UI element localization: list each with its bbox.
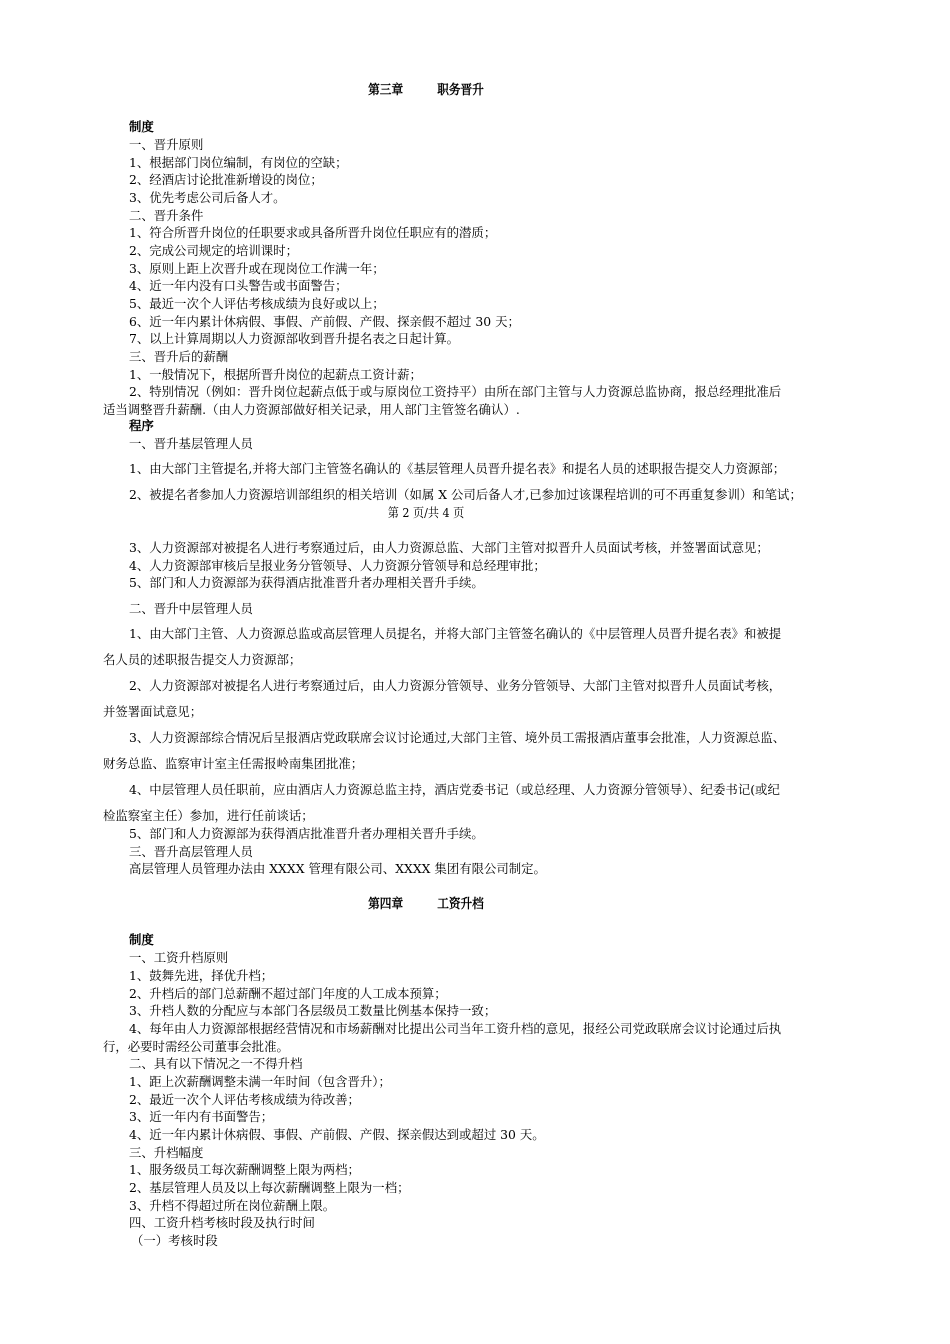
list-item: 1、一般情况下，根据所晋升岗位的起薪点工资计薪； (129, 367, 422, 382)
subsection-title: 一、工资升档原则 (129, 950, 229, 965)
chapter4-number: 第四章 (368, 897, 404, 912)
subsection-title: 四、工资升档考核时段及执行时间 (129, 1215, 315, 1230)
list-item: 1、符合所晋升岗位的任职要求或具备所晋升岗位任职应有的潜质； (129, 225, 497, 240)
list-item-continuation: 检监察室主任）参加，进行任前谈话； (103, 808, 314, 823)
list-item: 4、中层管理人员任职前，应由酒店人力资源总监主持，酒店党委书记（或总经理、人力资源分管领导）、纪委书记(或纪 (129, 782, 780, 797)
list-item: 2、升档后的部门总薪酬不超过部门年度的人工成本预算； (129, 986, 447, 1001)
list-item-continuation: 适当调整晋升薪酬.（由人力资源部做好相关记录，用人部门主管签名确认）. (103, 402, 520, 417)
subsection-title: 二、晋升条件 (129, 208, 204, 223)
list-item: 5、部门和人力资源部为获得酒店批准晋升者办理相关晋升手续。 (129, 575, 484, 590)
section-system-heading: 制度 (129, 119, 154, 134)
list-item: 5、部门和人力资源部为获得酒店批准晋升者办理相关晋升手续。 (129, 826, 484, 841)
subsection-title: 三、晋升高层管理人员 (129, 844, 253, 859)
section-system-heading: 制度 (129, 932, 154, 947)
list-item: 4、近一年内累计休病假、事假、产前假、产假、探亲假达到或超过 30 天。 (129, 1127, 545, 1142)
list-item: 4、人力资源部审核后呈报业务分管领导、人力资源分管领导和总经理审批； (129, 558, 546, 573)
list-item: 高层管理人员管理办法由 XXXX 管理有限公司、XXXX 集团有限公司制定。 (129, 861, 546, 876)
list-item: 2、基层管理人员及以上每次薪酬调整上限为一档； (129, 1180, 410, 1195)
list-item-continuation: 名人员的述职报告提交人力资源部； (103, 652, 302, 667)
subsection-title: 二、具有以下情况之一不得升档 (129, 1056, 303, 1071)
subsection-title: 三、晋升后的薪酬 (129, 349, 229, 364)
section-procedure-heading: 程序 (129, 418, 154, 433)
list-item: 2、经酒店讨论批准新增设的岗位； (129, 172, 323, 187)
subsection-title: 三、升档幅度 (129, 1145, 204, 1160)
list-item: 1、鼓舞先进，择优升档； (129, 968, 274, 983)
list-item: 3、优先考虑公司后备人才。 (129, 190, 286, 205)
list-item: 7、以上计算周期以人力资源部收到晋升提名表之日起计算。 (129, 331, 460, 346)
list-item-continuation: 财务总监、监察审计室主任需报岭南集团批准； (103, 756, 364, 771)
chapter3-number: 第三章 (368, 83, 404, 98)
chapter4-heading (0, 896, 852, 914)
page-number: 第 2 页/共 4 页 (387, 505, 465, 520)
chapter3-heading (0, 82, 852, 100)
list-item: 2、完成公司规定的培训课时； (129, 243, 298, 258)
list-item: 3、升档人数的分配应与本部门各层级员工数量比例基本保持一致； (129, 1003, 497, 1018)
list-item: 1、由大部门主管提名,并将大部门主管签名确认的《基层管理人员晋升提名表》和提名人员的述职报告提交人力资源部； (129, 461, 786, 476)
sub-subsection-title: （一）考核时段 (131, 1233, 218, 1248)
list-item: 3、人力资源部对被提名人进行考察通过后，由人力资源总监、大部门主管对拟晋升人员面试考核，并签署面试意见； (129, 540, 769, 555)
list-item: 5、最近一次个人评估考核成绩为良好或以上； (129, 296, 385, 311)
list-item: 1、根据部门岗位编制，有岗位的空缺； (129, 155, 348, 170)
list-item: 6、近一年内累计休病假、事假、产前假、产假、探亲假不超过 30 天； (129, 314, 520, 329)
chapter4-title: 工资升档 (437, 897, 484, 912)
list-item: 3、近一年内有书面警告； (129, 1109, 274, 1124)
list-item: 2、特别情况（例如：晋升岗位起薪点低于或与原岗位工资持平）由所在部门主管与人力资源总监协商，报总经理批准后 (129, 384, 782, 399)
list-item: 3、人力资源部综合情况后呈报酒店党政联席会议讨论通过,大部门主管、境外员工需报酒店董事会批准，人力资源总监、 (129, 730, 786, 745)
list-item: 1、由大部门主管、人力资源总监或高层管理人员提名，并将大部门主管签名确认的《中层管理人员晋升提名表》和被提 (129, 626, 782, 641)
list-item: 2、被提名者参加人力资源培训部组织的相关培训（如属 X 公司后备人才,已参加过该课程培训的可不再重复参训）和笔试； (129, 487, 802, 502)
list-item: 4、每年由人力资源部根据经营情况和市场薪酬对比提出公司当年工资升档的意见，报经公司党政联席会议讨论通过后执 (129, 1021, 782, 1036)
list-item: 2、人力资源部对被提名人进行考察通过后，由人力资源分管领导、业务分管领导、大部门主管对拟晋升人员面试考核， (129, 678, 782, 693)
subsection-title: 二、晋升中层管理人员 (129, 601, 253, 616)
subsection-title: 一、晋升基层管理人员 (129, 436, 253, 451)
list-item-continuation: 并签署面试意见； (103, 704, 203, 719)
list-item-continuation: 行，必要时需经公司董事会批准。 (103, 1039, 289, 1054)
list-item: 1、服务级员工每次薪酬调整上限为两档； (129, 1162, 360, 1177)
chapter3-title: 职务晋升 (437, 83, 484, 98)
list-item: 3、升档不得超过所在岗位薪酬上限。 (129, 1198, 336, 1213)
list-item: 3、原则上距上次晋升或在现岗位工作满一年； (129, 261, 385, 276)
list-item: 2、最近一次个人评估考核成绩为待改善； (129, 1092, 360, 1107)
subsection-title: 一、晋升原则 (129, 137, 204, 152)
list-item: 1、距上次薪酬调整未满一年时间（包含晋升）； (129, 1074, 391, 1089)
list-item: 4、近一年内没有口头警告或书面警告； (129, 278, 348, 293)
